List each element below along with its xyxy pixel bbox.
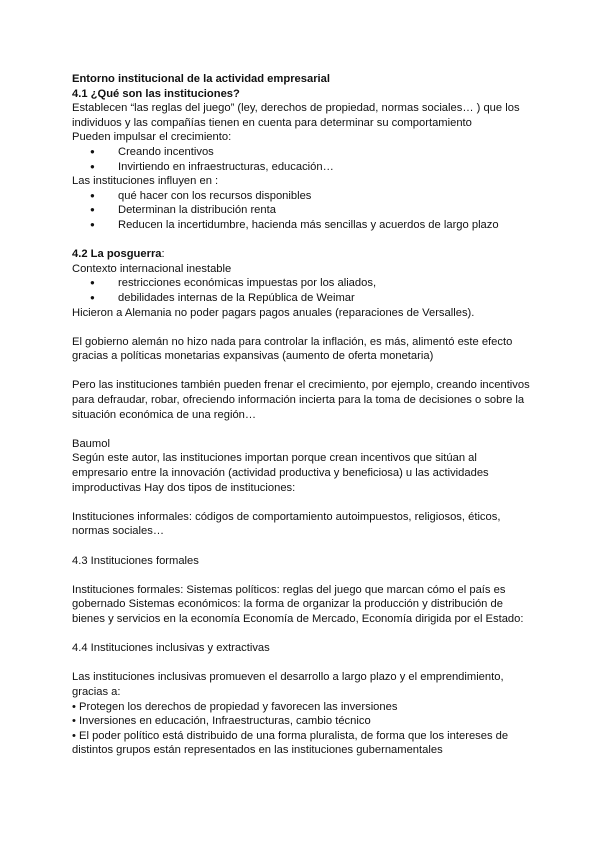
bullet-item: ● restricciones económicas impuestas por los aliados, [72, 276, 532, 291]
paragraph: gracias a políticas monetarias expansivas (aumento de oferta monetaria) [72, 350, 434, 363]
document-title: Entorno institucional de la actividad empresarial [72, 73, 331, 85]
paragraph: Pueden impulsar el crecimiento: [72, 131, 232, 144]
list-item: • Inversiones en educación, Infraestructuras, cambio técnico [72, 715, 371, 728]
list-item: • Protegen los derechos de propiedad y favorecen las inversiones [72, 700, 398, 713]
paragraph: Hicieron a Alemania no poder pagars pagos anuales (reparaciones de Versalles). [72, 306, 475, 319]
document-page [72, 72, 532, 758]
section-4-2-heading: 4.2 La posguerra: [72, 248, 165, 261]
baumol-title: Baumol [72, 437, 110, 450]
paragraph: empresario entre la innovación (actividad productiva y beneficiosa) u las actividades [72, 467, 489, 480]
paragraph: gobernado Sistemas económicos: la forma de organizar la producción y distribución de [72, 598, 503, 611]
paragraph: Instituciones formales: Sistemas políticos: reglas del juego que marcan cómo el país es [72, 583, 506, 596]
paragraph: bienes y servicios en la economía Economía de Mercado, Economía dirigida por el Estado: [72, 612, 524, 625]
paragraph: Las instituciones inclusivas promueven el desarrollo a largo plazo y el emprendimiento, [72, 671, 504, 684]
list-item: distintos grupos están representados en las instituciones gubernamentales [72, 744, 443, 757]
paragraph: normas sociales… [72, 525, 165, 538]
paragraph: improductivas Hay dos tipos de instituciones: [72, 481, 296, 494]
bullet-item: ● Reducen la incertidumbre, hacienda más sencillas y acuerdos de largo plazo [72, 218, 532, 233]
paragraph: Pero las instituciones también pueden frenar el crecimiento, por ejemplo, creando incentivos [72, 379, 530, 392]
bullet-item: ● Creando incentivos [72, 145, 532, 160]
paragraph: Las instituciones influyen en : [72, 175, 219, 188]
paragraph: El gobierno alemán no hizo nada para controlar la inflación, es más, alimentó este efecto [72, 335, 513, 348]
paragraph: Contexto internacional inestable [72, 262, 232, 275]
paragraph: Establecen “las reglas del juego” (ley, derechos de propiedad, normas sociales… ) que los [72, 102, 520, 115]
paragraph: gracias a: [72, 685, 121, 698]
paragraph: para defraudar, robar, ofreciendo información incierta para la toma de decisiones o sobre la [72, 394, 525, 407]
paragraph: Instituciones informales: códigos de comportamiento autoimpuestos, religiosos, éticos, [72, 510, 501, 523]
bullet-item: ● Invirtiendo en infraestructuras, educación… [72, 160, 532, 175]
section-4-4-heading: 4.4 Instituciones inclusivas y extractivas [72, 642, 270, 655]
paragraph: Según este autor, las instituciones importan porque crean incentivos que sitúan al [72, 452, 477, 465]
section-4-1-heading: 4.1 ¿Qué son las instituciones? [72, 87, 240, 100]
paragraph: situación económica de una región… [72, 408, 257, 421]
section-4-3-heading: 4.3 Instituciones formales [72, 554, 199, 567]
bullet-item: ● debilidades internas de la República de Weimar [72, 291, 532, 306]
list-item: • El poder político está distribuido de una forma pluralista, de forma que los intereses de [72, 729, 509, 742]
paragraph: individuos y las compañías tienen en cuenta para determinar su comportamiento [72, 116, 472, 129]
bullet-item: ● qué hacer con los recursos disponibles [72, 189, 532, 204]
bullet-item: ● Determinan la distribución renta [72, 203, 532, 218]
